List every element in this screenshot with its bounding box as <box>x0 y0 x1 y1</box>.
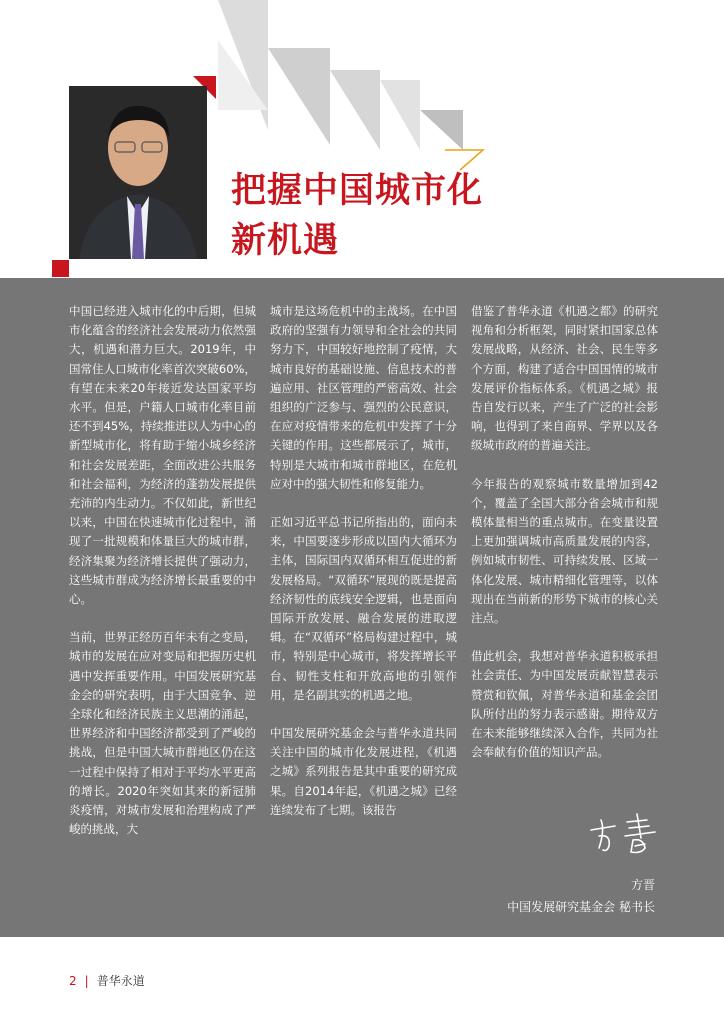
paragraph: 正如习近平总书记所指出的，面向未来，中国要逐步形成以国内大循环为主体，国际国内双循环相互促进的新发展格局。“双循环”展现的既是提高经济韧性的底线安全逻辑，也是面向国际开放发展、融合发展的进取逻辑。在“双循环”格局构建过程中，城市，特别是中心城市，将发挥增长平台、韧性支柱和开放高地的引领作用，是名副其实的机遇之地。 <box>270 515 457 702</box>
signature-icon <box>585 808 665 858</box>
footer-separator: | <box>84 974 89 988</box>
title-line-1: 把握中国城市化 <box>231 170 484 211</box>
paragraph: 城市是这场危机中的主战场。在中国政府的坚强有力领导和全社会的共同努力下，中国较好地控制了疫情，大城市良好的基础设施、信息技术的普遍应用、社区管理的严密高效、社会组织的广泛参与、强烈的公民意识，在应对疫情带来的危机中发挥了十分关键的作用。这些都展示了，城市，特别是大城市和城市群地区，在危机应对中的强大韧性和修复能力。 <box>270 304 457 491</box>
page-number: 2 <box>69 974 77 988</box>
text-column-2 <box>270 302 457 839</box>
paragraph: 今年报告的观察城市数量增加到42个，覆盖了全国大部分省会城市和规模体量相当的重点城市。在变量设置上更加强调城市高质量发展的内容，例如城市韧性、可持续发展、区域一体化发展、城市精细化管理等，以体现出在当前新的形势下城市的核心关注点。 <box>471 476 658 626</box>
article-title <box>231 166 483 266</box>
paragraph: 中国已经进入城市化的中后期，但城市化蕴含的经济社会发展动力依然强大，机遇和潜力巨大。2019年，中国常住人口城市化率首次突破60%，有望在未来20年接近发达国家平均水平。但是，户籍人口城市化率目前还不到45%，持续推进以人为中心的新型城市化，将有助于缩小城乡经济和社会发展差距，全面改进公共服务和社会福利，为经济的蓬勃发展提供充沛的内生动力。不仅如此，新世纪以来，中国在快速城市化过程中，涌现了一批规模和体量巨大的城市群，经济集聚为经济增长提供了强动力，这些城市群成为经济增长最重要的中心。 <box>69 304 256 607</box>
signature-name: 方晋 <box>630 878 655 892</box>
title-line-2: 新机遇 <box>231 220 340 261</box>
paragraph: 借鉴了普华永道《机遇之都》的研究视角和分析框架，同时紧扣国家总体发展战略，从经济、社会、民生等多个方面，构建了适合中国国情的城市发展评价指标体系。《机遇之城》报告自发行以来，产生了广泛的社会影响，也得到了来自商界、学界以及各级城市政府的普遍关注。 <box>471 304 658 453</box>
footer-brand: 普华永道 <box>96 974 145 988</box>
paragraph: 当前，世界正经历百年未有之变局，城市的发展在应对变局和把握历史机遇中发挥重要作用。中国发展研究基金会的研究表明，由于大国竞争、逆全球化和经济民族主义思潮的涌起，世界经济和中国经济都受到了严峻的挑战，但是中国大城市群地区仍在这一过程中保持了相对于平均水平更高的增长。2020年突如其来的新冠肺炎疫情，对城市发展和治理构成了严峻的挑战，大 <box>69 630 256 837</box>
paragraph: 中国发展研究基金会与普华永道共同关注中国的城市化发展进程，《机遇之城》系列报告是其中重要的研究成果。自2014年起，《机遇之城》已经连续发布了七期。该报告 <box>270 726 457 817</box>
text-column-3 <box>471 302 658 781</box>
text-column-1 <box>69 302 256 858</box>
portrait-photo <box>69 86 207 259</box>
signature-title: 中国发展研究基金会 秘书长 <box>507 900 655 914</box>
paragraph: 借此机会，我想对普华永道积极承担社会责任、为中国发展贡献智慧表示赞赏和钦佩，对普华永道和基金会团队所付出的努力表示感谢。期待双方在未来能够继续深入合作，共同为社会奉献有价值的知识产品。 <box>471 649 658 760</box>
page-footer <box>69 972 145 989</box>
